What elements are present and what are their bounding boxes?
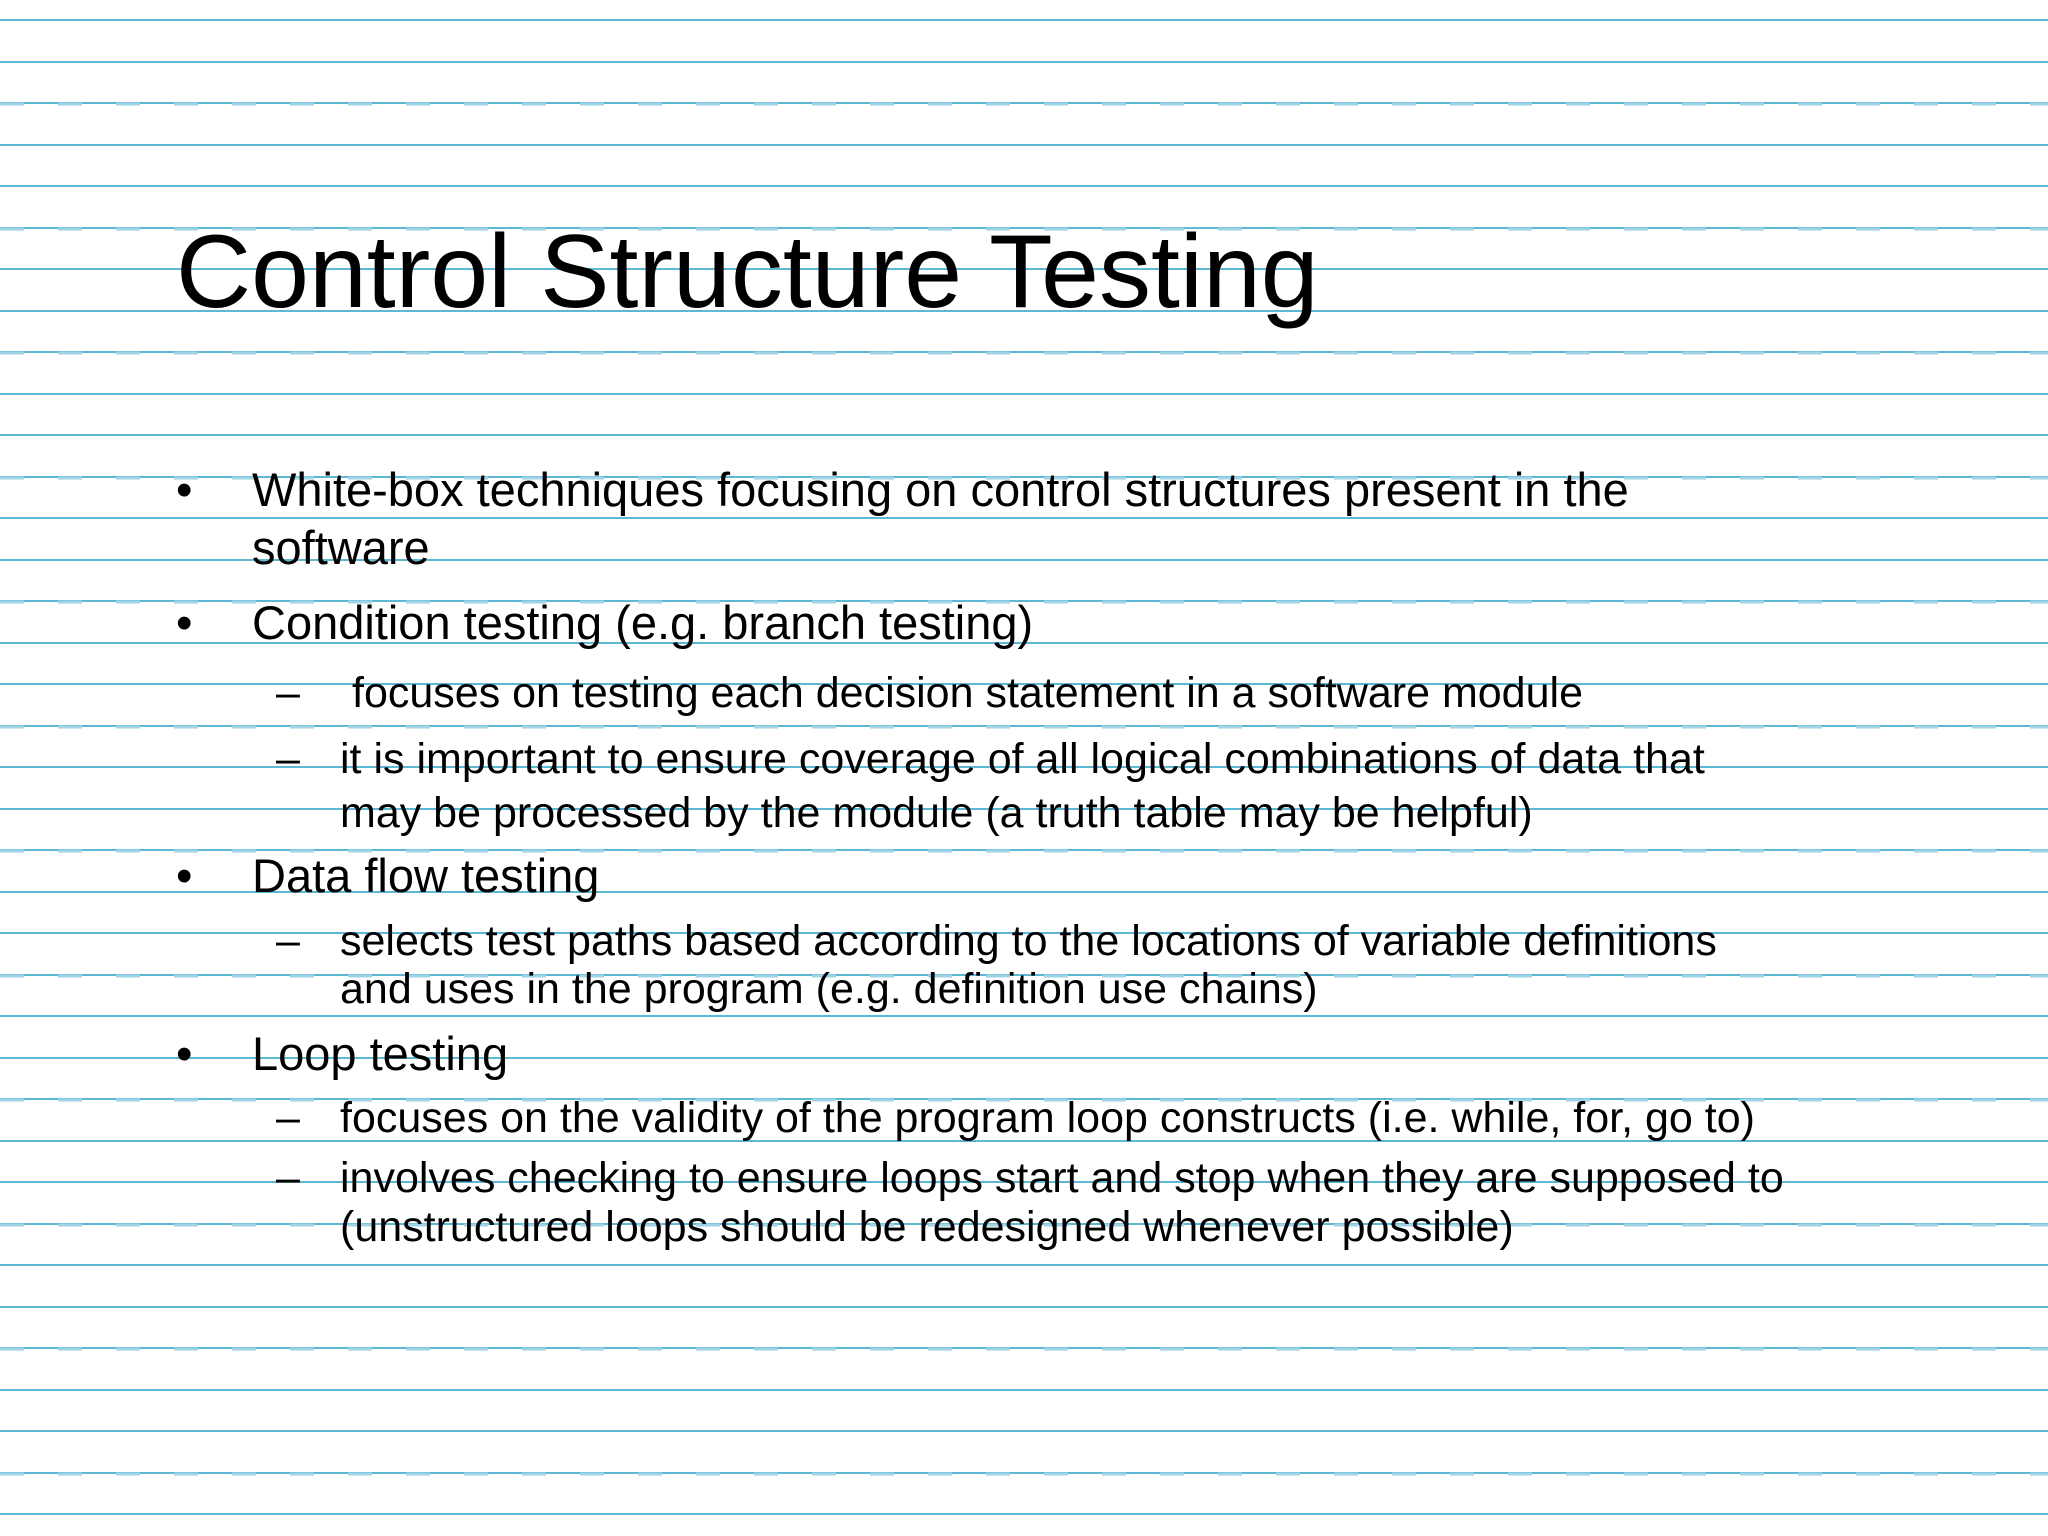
sub-bullet-marker: – [276,1154,300,1202]
sub-bullet-marker: – [276,735,300,783]
bullet-marker: • [176,1027,193,1080]
bullet-text-line: White-box techniques focusing on control structures present in the [252,463,1629,516]
sub-bullet-text-line: focuses on testing each decision statement in a software module [352,669,1583,717]
sub-bullet-text-line: focuses on the validity of the program loop constructs (i.e. while, for, go to) [340,1094,1755,1142]
sub-bullet-text-line: it is important to ensure coverage of all logical combinations of data that [340,735,1705,783]
bullet-text-line: Loop testing [252,1027,509,1080]
bullet-marker: • [176,463,193,516]
sub-bullet-marker: – [276,1094,300,1142]
sub-bullet-text-line: may be processed by the module (a truth table may be helpful) [340,789,1533,837]
sub-bullet-text-line: involves checking to ensure loops start and stop when they are supposed to [340,1154,1784,1202]
sub-bullet-marker: – [276,917,300,965]
slide-title: Control Structure Testing [176,214,1319,330]
bullet-text-line: Condition testing (e.g. branch testing) [252,596,1034,649]
bullet-marker: • [176,849,193,902]
sub-bullet-marker: – [276,669,300,717]
sub-bullet-text-line: selects test paths based according to the locations of variable definitions [340,917,1717,965]
sub-bullet-text-line: and uses in the program (e.g. definition use chains) [340,965,1318,1013]
bullet-marker: • [176,596,193,649]
bullet-text-line: Data flow testing [252,849,600,902]
bullet-text-line: software [252,521,430,574]
sub-bullet-text-line: (unstructured loops should be redesigned whenever possible) [340,1203,1514,1251]
